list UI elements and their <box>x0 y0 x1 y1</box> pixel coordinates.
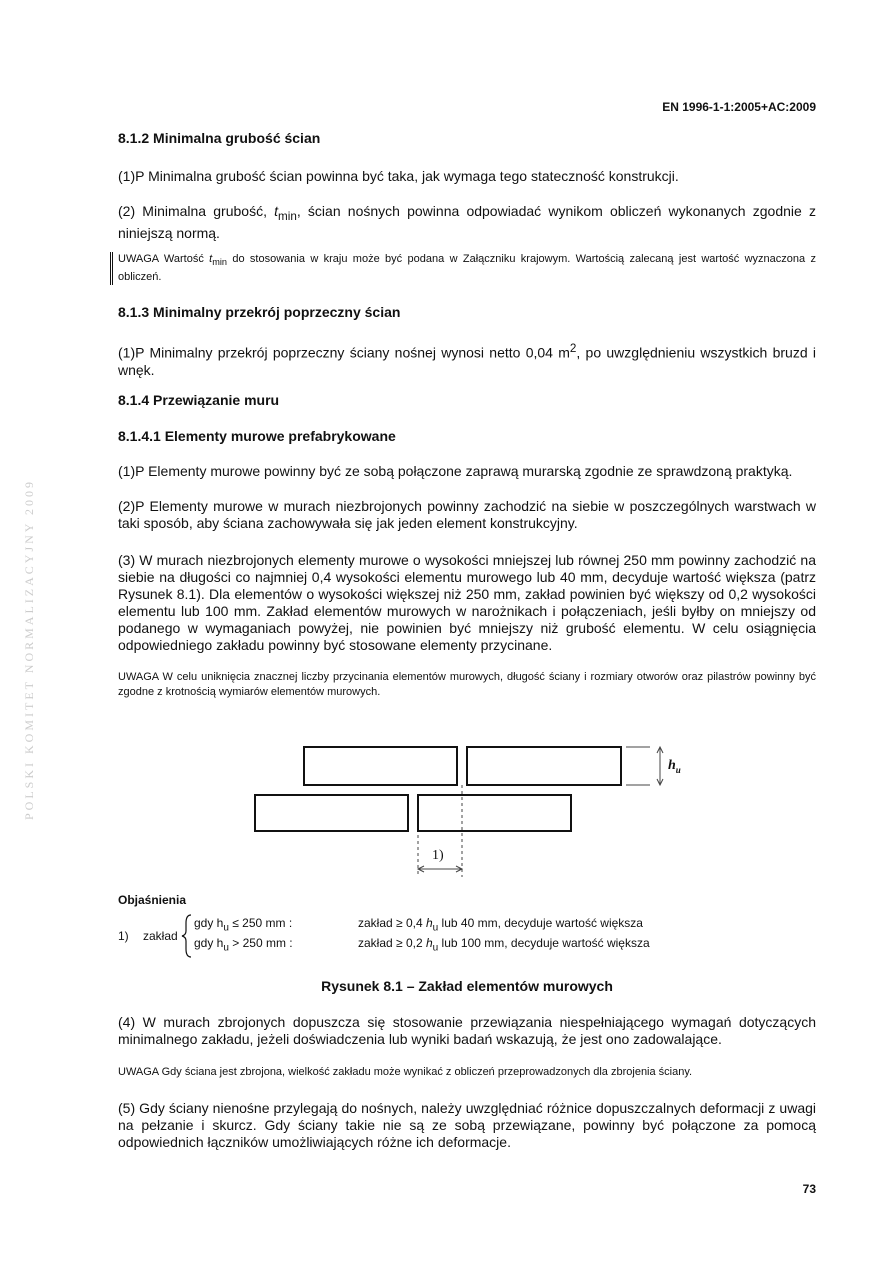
symbol-subscript: min <box>278 209 297 223</box>
figure-caption-block <box>118 978 816 995</box>
section-8-1-4-1 <box>118 428 816 445</box>
paragraph-text: (1)P Elementy murowe powinny być ze sobą połączone zaprawą murarską zgodnie ze sprawdzoną praktyką. <box>118 463 793 479</box>
note-8-1-4-1 <box>118 670 816 700</box>
text-run: , ścian nośnych powinna odpowiadać wynikom obliczeń wykonanych zgodnie z niniejszą normą. <box>118 203 816 241</box>
paragraph-text: (4) W murach zbrojonych dopuszcza się stosowanie przewiązania niespełniającego wymagań dotyczących minimalnego zakładu, jeżeli doświadczenia lub wyniki badań wskazują, że jest ono zadowalające. <box>118 1014 816 1047</box>
symbol-h: h <box>425 936 433 950</box>
text-run: zakład ≥ 0,4 <box>358 916 426 930</box>
text-run: lub 100 mm, decyduje wartość większa <box>438 936 650 950</box>
paragraph-8-1-4-1-3 <box>118 552 816 654</box>
symbol-h: h <box>425 916 433 930</box>
text-run: > 250 mm : <box>228 936 293 950</box>
symbol-subscript: min <box>212 257 227 268</box>
paragraph-text: (2)P Elementy murowe w murach niezbrojonych powinny zachodzić na siebie w poszczególnych warstwach w taki sposób, aby ściana zachowywała się jak jeden element konstrukcyjny. <box>118 498 816 531</box>
superscript: 2 <box>569 342 577 355</box>
legend-title: Objaśnienia <box>118 893 187 907</box>
legend-row <box>118 915 816 959</box>
paragraph-text <box>118 203 816 242</box>
paragraph-8-1-3-1 <box>118 340 816 379</box>
text-run: lub 40 mm, decyduje wartość większa <box>438 916 643 930</box>
watermark-text: POLSKI KOMITET NORMALIZACYJNY 2009 <box>22 479 36 820</box>
section-8-1-4 <box>118 392 816 409</box>
text-run: zakład ≥ 0,2 <box>358 936 426 950</box>
masonry-unit-top-right <box>467 747 621 785</box>
text-run: ≤ 250 mm : <box>228 916 293 930</box>
hu-symbol: h <box>668 758 676 773</box>
symbol-subscript: u <box>223 942 229 954</box>
note-text: UWAGA W celu uniknięcia znacznej liczby przycinania elementów murowych, długość ściany i rozmiary otworów oraz pilastrów powinny być zgodne z krotnością wymiarów elementów murowych. <box>118 671 816 698</box>
legend-brace <box>180 913 194 959</box>
symbol-t: t <box>274 203 279 219</box>
hu-label <box>668 758 681 775</box>
text-run: (1)P Minimalny przekrój poprzeczny ściany nośnej wynosi netto 0,04 m <box>118 344 570 361</box>
text-run: (2) Minimalna grubość, <box>118 203 275 219</box>
section-heading-8-1-2: 8.1.2 Minimalna grubość ścian <box>118 130 321 146</box>
paragraph-text: (3) W murach niezbrojonych elementy murowe o wysokości mniejszej lub równej 250 mm powinny zachodzić na siebie na długości co najmniej 0,4 wysokości elementu murowego lub 40 mm, decyduje wartość większa (patrz Rysunek 8.1). Dla elementów o wysokości większej niż 250 mm, zakład powinien być większy od 0,2 wysokości elementu lub 100 mm. Zakład elementów murowych w narożnikach i połączeniach, jeśli byłby on mniejszy od podanego w wymaganiach powyżej, nie powinien być mniejszy niż grubość elementu. W celu osiągnięcia odpowiedniego zakładu powinny być stosowane elementy przycinane. <box>118 552 816 653</box>
hu-subscript: u <box>675 765 681 775</box>
section-heading-8-1-3: 8.1.3 Minimalny przekrój poprzeczny ścian <box>118 304 401 320</box>
masonry-unit-bottom-right <box>418 795 571 831</box>
text-run: gdy h <box>194 936 224 950</box>
legend-word: zakład <box>143 929 178 943</box>
figure-legend <box>118 892 816 959</box>
legend-result-2 <box>358 935 650 956</box>
paragraph-text: (1)P Minimalna grubość ścian powinna być taka, jak wymaga tego stateczność konstrukcji. <box>118 168 679 184</box>
overlap-label: 1) <box>432 848 444 863</box>
text-run: , po uwzględnieniu wszystkich bruzd i wnęk. <box>118 344 816 378</box>
symbol-subscript: u <box>432 942 439 954</box>
paragraph-text: (5) Gdy ściany nienośne przylegają do nośnych, należy uwzględniać różnice dopuszczalnych deformacji z uwagi na pełzanie i skurcz. Gdy ściany takie nie są ze sobą przewiązane, powinny być połączone za pomocą odpowiednich łączników umożliwiających różne ich deformacje. <box>118 1100 816 1150</box>
note-8-1-2 <box>118 252 816 285</box>
symbol-subscript: u <box>432 922 439 934</box>
paragraph-4 <box>118 1014 816 1048</box>
legend-condition-1 <box>194 915 292 936</box>
masonry-unit-top-left <box>304 747 457 785</box>
figure-caption: Rysunek 8.1 – Zakład elementów murowych <box>321 978 613 994</box>
text-run: UWAGA Wartość <box>118 253 210 265</box>
section-8-1-2 <box>118 130 816 147</box>
text-run: gdy h <box>194 916 224 930</box>
document-standard-header: EN 1996-1-1:2005+AC:2009 <box>662 100 816 114</box>
paragraph-8-1-2-2 <box>118 203 816 242</box>
symbol-t: t <box>209 253 213 265</box>
text-run: do stosowania w kraju może być podana w Załączniku krajowym. Wartością zalecaną jest wartość wyznaczona z obliczeń. <box>118 253 816 284</box>
legend-number: 1) <box>118 929 129 943</box>
note-text: UWAGA Gdy ściana jest zbrojona, wielkość zakładu może wynikać z obliczeń przeprowadzonych dla zbrojenia ściany. <box>118 1066 693 1078</box>
legend-condition-2 <box>194 935 293 956</box>
subsection-heading-8-1-4-1: 8.1.4.1 Elementy murowe prefabrykowane <box>118 428 396 444</box>
legend-result-1 <box>358 915 643 936</box>
section-heading-8-1-4: 8.1.4 Przewiązanie muru <box>118 392 280 408</box>
page-number: 73 <box>802 1182 816 1196</box>
note-text <box>118 252 816 285</box>
section-8-1-3 <box>118 304 816 321</box>
note-after <box>118 1065 816 1080</box>
paragraph-text <box>118 340 816 379</box>
symbol-subscript: u <box>223 922 229 934</box>
masonry-unit-bottom-left <box>255 795 408 831</box>
paragraph-5 <box>118 1100 816 1151</box>
masonry-bond-diagram <box>240 735 700 885</box>
paragraph-8-1-2-1 <box>118 168 816 185</box>
paragraph-8-1-4-1-2 <box>118 498 816 532</box>
paragraph-8-1-4-1-1 <box>118 463 816 480</box>
figure-8-1 <box>240 735 700 885</box>
